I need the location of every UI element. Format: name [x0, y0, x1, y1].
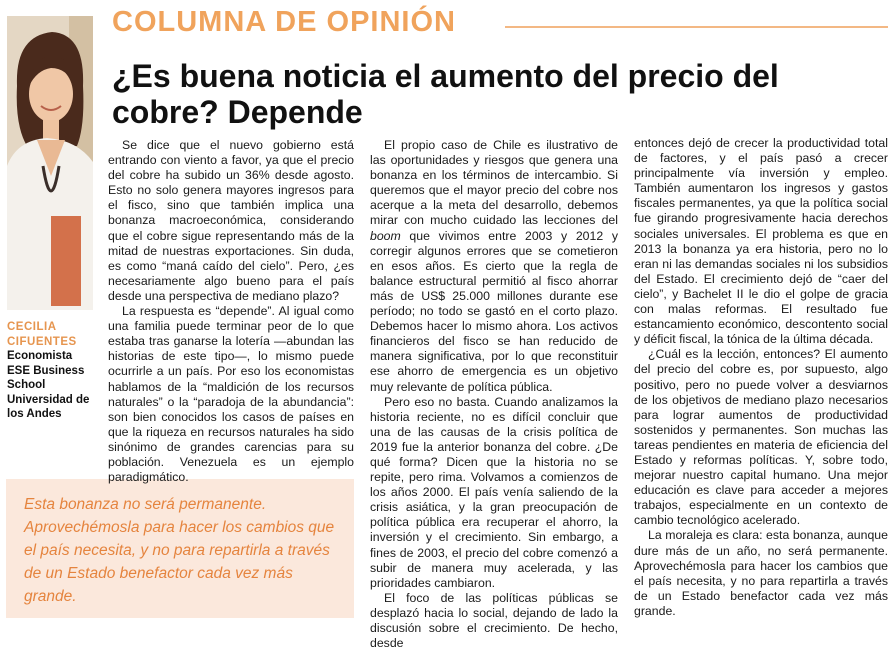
author-role-4: Universidad de [7, 393, 90, 406]
column-3 [634, 136, 888, 619]
author-name-last: CIFUENTES [7, 335, 77, 348]
author-role-5: los Andes [7, 408, 62, 420]
column-1-paragraph-1: Se dice que el nuevo gobierno está entrando con viento a favor, ya que el precio del cobre ha subido un 36% desde agosto. Esto no solo genera mayores ingresos para el fisco, sino que también implica una bonanza macroeconómica, considerando que el cobre sigue representando más de la mitad de nuestras exportaciones. Sin duda, es como “maná caído del cielo”. Pero, ¿es necesariamente algo bueno para el país desde una perspectiva de mediano plazo? [108, 138, 354, 303]
author-name-first: CECILIA [7, 321, 57, 333]
column-2-paragraph-1 [370, 138, 618, 395]
author-portrait-illustration [7, 16, 93, 310]
section-rule [505, 26, 888, 28]
author-role-2: ESE Business [7, 364, 85, 377]
column-3-paragraph-2: ¿Cuál es la lección, entonces? El aumento del precio del cobre es, por supuesto, algo positivo, pero no puede volver a desviarnos de los objetivos de mediano plazo necesarios para lograr aumentos de productividad sostenidos y permanentes. Son muchas las tareas pendientes en materia de eficiencia del Estado y reformas políticas. Y, sobre todo, mejorar nuestro capital humano. Una mejor educación es clave para acceder a mejores trabajos, especialmente en un contexto de cambio tecnológico acelerado. [634, 347, 888, 528]
author-role-3: School [7, 379, 46, 391]
column-1 [108, 138, 354, 485]
author-photo [7, 16, 93, 310]
column-1-paragraph-2: La respuesta es “depende”. Al igual como una familia puede terminar peor de lo que estaba tras ganarse la lotería —abundan las historias de este tipo—, lo mismo puede ocurrirle a un país. Por eso los economistas hablamos de la “maldición de los recursos naturales” o la “paradoja de la abundancia”: son bien conocidos los casos de países en que la riqueza en recursos naturales ha sido sinónimo de grandes carencias para su población. Venezuela es un ejemplo paradigmático. [108, 304, 354, 485]
column-2-paragraph-3: El foco de las políticas públicas se desplazó hacia lo social, dejando de lado la discusión sobre el crecimiento. De hecho, desde [370, 590, 618, 651]
headline: ¿Es buena noticia el aumento del precio del cobre? Depende [112, 58, 779, 130]
column-2-paragraph-1-part-b: que vivimos entre 2003 y 2012 y corregir algunos errores que se cometieron en esos años. Es cierto que la regla de balance estructural permitió al fisco ahorrar más de US$ 25.000 millones durante ese período; no todo se gastó en el corto plazo. Debemos hacer lo mismo ahora. Los activos financieros del fisco se han reducido de manera significativa, por lo que reconstituir ese ahorro de emergencia es un objetivo muy relevante de política pública. [370, 228, 618, 394]
column-2-boom-word: boom [370, 228, 401, 243]
column-3-paragraph-3: La moraleja es clara: esta bonanza, aunque dure más de un año, no será permanente. Aprovechémosla para hacer los cambios que el país necesita, y no para repartirla a través de un Estado benefactor cada vez más grande. [634, 528, 888, 618]
section-title: COLUMNA DE OPINIÓN [112, 6, 456, 38]
column-2-paragraph-2: Pero eso no basta. Cuando analizamos la historia reciente, no es difícil concluir que una de las causas de la crisis política de 2019 fue la anterior bonanza del cobre. ¿De qué forma? Dicen que la historia no se repite, pero rima. Volvamos a comienzos de los años 2000. El país venía saliendo de la crisis asiática, y la gran preocupación de política pública era recuperar el ahorro, la inversión y el crecimiento. Sin embargo, a fines de 2003, el precio del cobre comenzó a subir de manera muy acelerada, y las prioridades cambiaron. [370, 394, 618, 590]
pull-quote: Esta bonanza no será permanente. Aprovechémosla para hacer los cambios que el país necesita, y no para repartirla a través de un Estado benefactor cada vez más grande. [6, 479, 354, 618]
column-2 [370, 138, 618, 651]
column-2-paragraph-1-part-a: El propio caso de Chile es ilustrativo de las oportunidades y riesgos que genera una bonanza en los términos de intercambio. Si queremos que el mayor precio del cobre nos acerque a la meta del desarrollo, debemos mirar con mucho cuidado las lecciones del [370, 138, 618, 228]
author-block [7, 320, 107, 422]
author-role-1: Economista [7, 350, 73, 362]
column-3-paragraph-1: entonces dejó de crecer la productividad total de factores, y el país pasó a crecer principalmente vía inversión y empleo. También aumentaron los ingresos y gastos fiscales permanentes, ya que la política social fue girando progresivamente hacia derechos sociales universales. El problema es que en 2013 la bonanza ya era historia, pero no lo eran ni las demandas sociales ni los subsidios del Estado. El crecimiento dejó de “caer del cielo”, y Bachelet II le dio el golpe de gracia con malas reformas. El resultado fue estancamiento económico, descontento social y déficit fiscal, la tónica de la última década. [634, 136, 888, 347]
